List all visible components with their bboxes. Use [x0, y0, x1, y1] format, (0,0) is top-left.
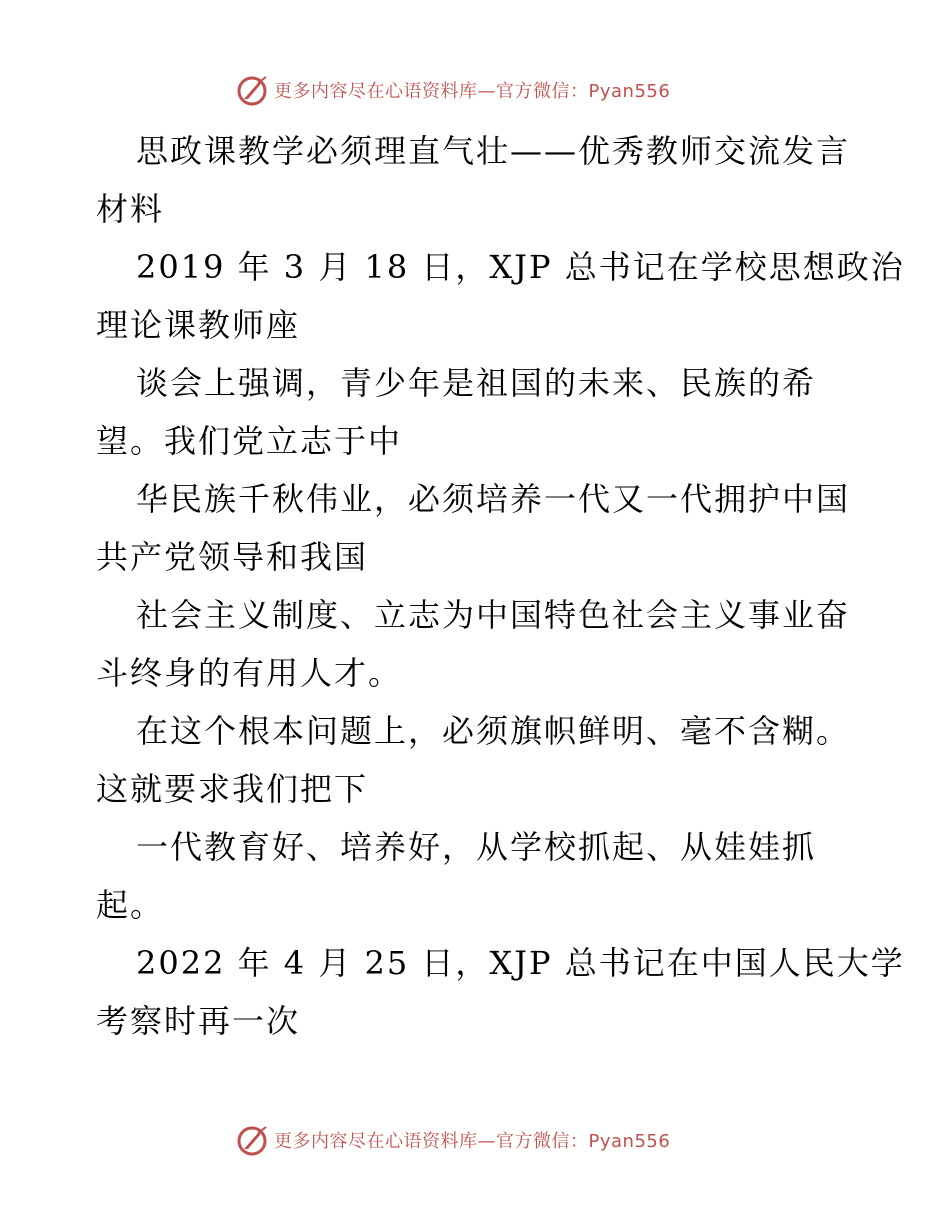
quill-pen-seal-icon — [236, 1123, 270, 1157]
text-line: 华民族千秋伟业，必须培养一代又一代拥护中国 — [136, 480, 851, 518]
watermark-text: 更多内容尽在心语资料库—官方微信：Pyan556 — [274, 1131, 671, 1152]
watermark-text: 更多内容尽在心语资料库—官方微信：Pyan556 — [274, 81, 671, 102]
quill-pen-seal-icon — [236, 73, 270, 107]
text-line: 一代教育好、培养好，从学校抓起、从娃娃抓 — [136, 828, 817, 866]
text-line: 这就要求我们把下 — [96, 770, 369, 808]
text-line: 斗终身的有用人才。 — [96, 654, 403, 692]
text-line: 共产党领导和我国 — [96, 538, 369, 576]
text-line: 2019 年 3 月 18 日，XJP 总书记在学校思想政治 — [136, 248, 905, 286]
text-line: 在这个根本问题上，必须旗帜鲜明、毫不含糊。 — [136, 712, 851, 750]
text-line: 望。我们党立志于中 — [96, 422, 403, 460]
text-line: 材料 — [96, 190, 165, 228]
text-line: 起。 — [96, 886, 165, 924]
text-line: 谈会上强调，青少年是祖国的未来、民族的希 — [136, 364, 817, 402]
text-line: 考察时再一次 — [96, 1002, 301, 1040]
text-line: 2022 年 4 月 25 日，XJP 总书记在中国人民大学 — [136, 944, 905, 982]
text-line: 理论课教师座 — [96, 306, 301, 344]
text-line: 思政课教学必须理直气壮——优秀教师交流发言 — [136, 132, 851, 170]
footer-watermark — [236, 1122, 670, 1158]
header-watermark — [236, 72, 670, 108]
document-body — [96, 122, 905, 1050]
text-line: 社会主义制度、立志为中国特色社会主义事业奋 — [136, 596, 851, 634]
